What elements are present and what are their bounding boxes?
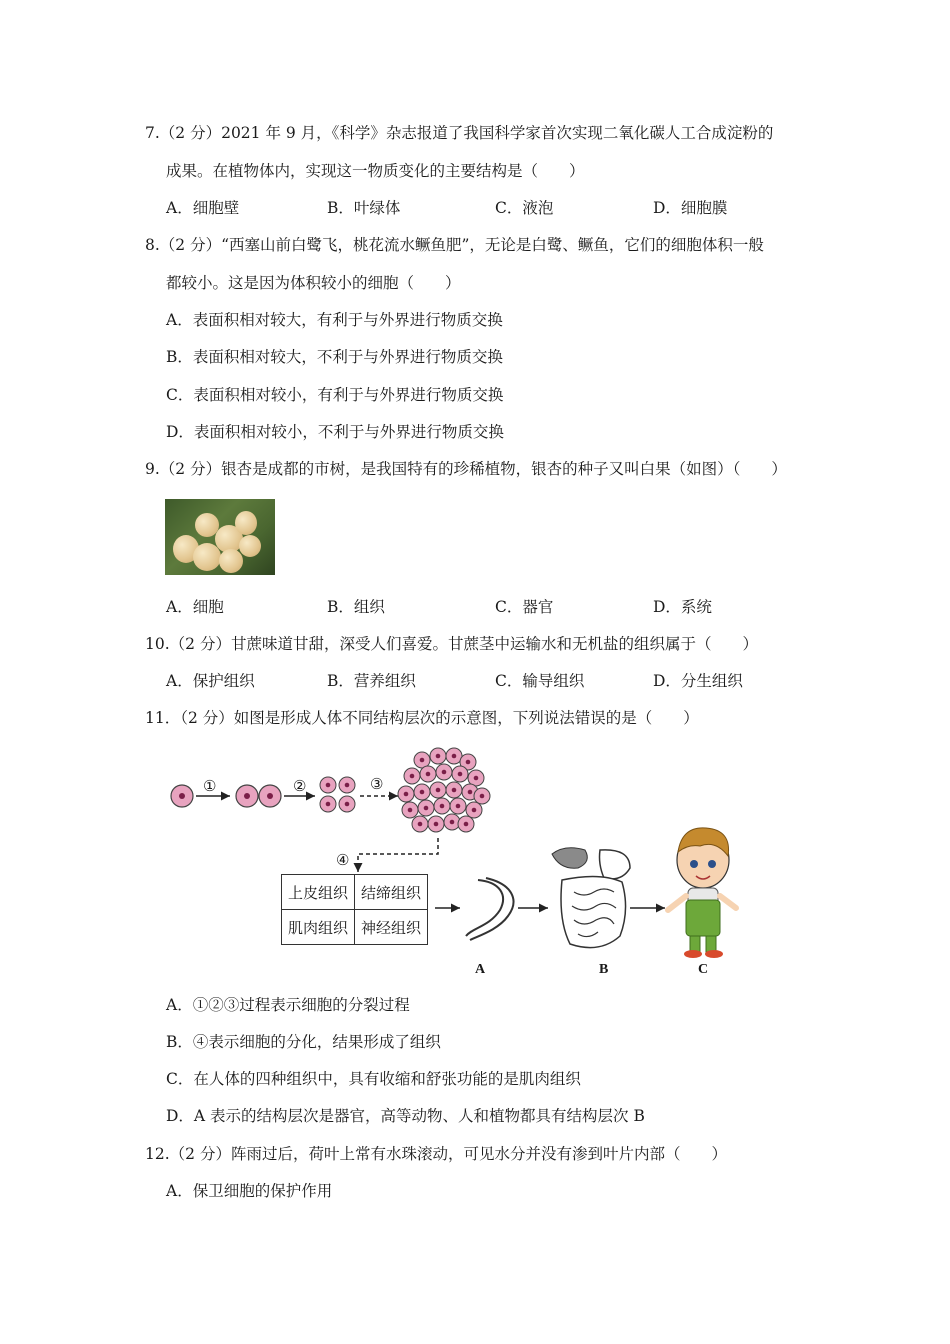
four-cells [320, 777, 336, 793]
q11-option-d[interactable]: D．A 表示的结构层次是器官，高等动物、人和植物都具有结构层次 B [166, 1107, 645, 1125]
two-cells-2 [259, 785, 281, 807]
two-cells-1 [236, 785, 258, 807]
q9-option-d[interactable]: D．系统 [653, 598, 712, 616]
body-structure-diagram [160, 740, 760, 985]
q10-option-a[interactable]: A．保护组织 [166, 672, 255, 690]
label-c: C [698, 962, 709, 977]
q10-option-c[interactable]: C．输导组织 [495, 672, 585, 690]
step-2-label: ② [293, 779, 307, 795]
q11-stem: 11．（2 分）如图是形成人体不同结构层次的示意图，下列说法错误的是（ ） [145, 709, 699, 727]
q9-option-c[interactable]: C．器官 [495, 598, 554, 616]
q12-option-a[interactable]: A．保卫细胞的保护作用 [166, 1182, 333, 1200]
q11-option-c[interactable]: C．在人体的四种组织中，具有收缩和舒张功能的是肌肉组织 [166, 1070, 581, 1088]
q7-option-a[interactable]: A．细胞壁 [166, 199, 240, 217]
digestive-system [552, 848, 630, 948]
q10-stem: 10.（2 分）甘蔗味道甘甜，深受人们喜爱。甘蔗茎中运输水和无机盐的组织属于（ ） [145, 635, 758, 653]
q11-option-b[interactable]: B．④表示细胞的分化，结果形成了组织 [166, 1033, 441, 1051]
q10-option-b[interactable]: B．营养组织 [327, 672, 416, 690]
stomach-organ [466, 880, 503, 936]
q8-option-c[interactable]: C．表面积相对较小，有利于与外界进行物质交换 [166, 386, 504, 404]
step-4-label: ④ [336, 853, 350, 869]
q8-stem-line2: 都较小。这是因为体积较小的细胞（ ） [166, 274, 461, 292]
tissue-muscle: 肌肉组织 [282, 910, 355, 945]
q9-stem: 9.（2 分）银杏是成都的市树，是我国特有的珍稀植物，银杏的种子又叫白果（如图）（ ） [145, 460, 787, 478]
q11-option-a[interactable]: A．①②③过程表示细胞的分裂过程 [166, 996, 410, 1014]
tissue-nerve: 神经组织 [355, 910, 428, 945]
diagram-drawing [160, 740, 760, 985]
q7-option-c[interactable]: C．液泡 [495, 199, 554, 217]
step-1-label: ① [203, 779, 217, 795]
label-b: B [599, 962, 609, 977]
q7-option-d[interactable]: D．细胞膜 [653, 199, 728, 217]
q8-option-a[interactable]: A．表面积相对较大，有利于与外界进行物质交换 [166, 311, 503, 329]
q10-option-d[interactable]: D．分生组织 [653, 672, 743, 690]
tissue-epithelial: 上皮组织 [282, 875, 355, 910]
tissue-table [281, 874, 428, 945]
q7-stem-line2: 成果。在植物体内，实现这一物质变化的主要结构是（ ） [166, 162, 585, 180]
q9-option-b[interactable]: B．组织 [327, 598, 385, 616]
q12-stem: 12.（2 分）阵雨过后，荷叶上常有水珠滚动，可见水分并没有渗到叶片内部（ ） [145, 1145, 727, 1163]
ginkgo-seed-photo [165, 499, 275, 575]
step-3-label: ③ [370, 777, 384, 793]
child-figure [668, 828, 736, 958]
q9-option-a[interactable]: A．细胞 [166, 598, 224, 616]
q8-option-b[interactable]: B．表面积相对较大，不利于与外界进行物质交换 [166, 348, 503, 366]
q7-stem-line1: 7.（2 分）2021 年 9 月，《科学》杂志报道了我国科学家首次实现二氧化碳人工合成淀粉的 [145, 124, 774, 142]
q8-stem-line1: 8.（2 分）“西塞山前白鹭飞，桃花流水鳜鱼肥”，无论是白鹭、鳜鱼，它们的细胞体积一般 [145, 236, 764, 254]
q7-option-b[interactable]: B．叶绿体 [327, 199, 401, 217]
label-a: A [475, 962, 486, 977]
q8-option-d[interactable]: D．表面积相对较小，不利于与外界进行物质交换 [166, 423, 504, 441]
cell-cluster [398, 748, 490, 832]
tissue-connective: 结缔组织 [355, 875, 428, 910]
single-cell [171, 785, 193, 807]
